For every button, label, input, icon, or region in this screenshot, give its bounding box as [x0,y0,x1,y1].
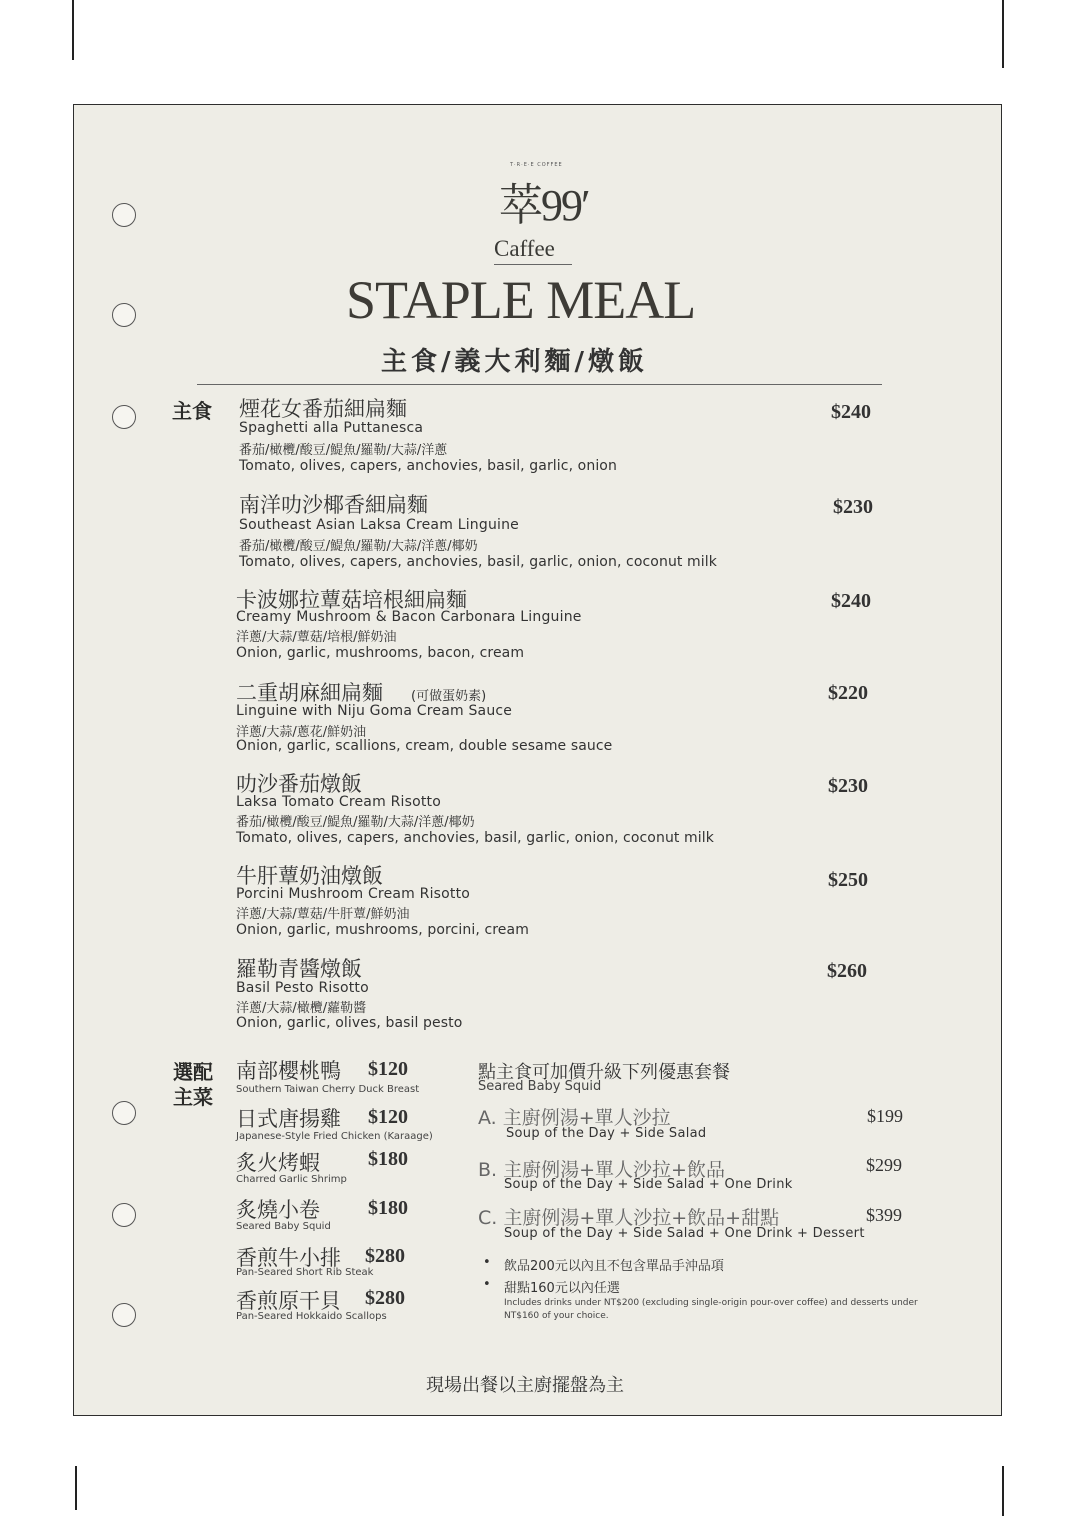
set-note: 飲品200元以內且不包含單品手沖品項 [504,1259,724,1274]
item-name-en: Porcini Mushroom Cream Risotto [236,886,471,902]
side-price: $280 [365,1245,405,1267]
item-ingredients-en: Tomato, olives, capers, anchovies, basil, garlic, onion [239,458,617,474]
item-name-en: Basil Pesto Risotto [236,980,369,996]
item-ingredients-zh: 洋蔥/大蒜/蔥花/鮮奶油 [236,725,367,740]
item-ingredients-en: Onion, garlic, mushrooms, bacon, cream [236,645,525,661]
item-ingredients-zh: 番茄/橄欖/酸豆/鯷魚/羅勒/大蒜/洋蔥/椰奶 [239,539,478,554]
side-name-zh: 炙火烤蝦 [236,1151,320,1175]
side-name-en: Seared Baby Squid [236,1221,331,1232]
side-name-zh: 日式唐揚雞 [236,1107,341,1131]
side-name-zh: 南部櫻桃鴨 [236,1059,341,1083]
crop-mark-top-right [1002,0,1004,68]
item-ingredients-zh: 洋蔥/大蒜/蕈菇/牛肝蕈/鮮奶油 [236,907,410,922]
item-name-zh: 二重胡麻細扁麵 [236,681,383,705]
binder-hole [112,405,136,429]
page-title: STAPLE MEAL [346,270,696,330]
item-ingredients-zh: 洋蔥/大蒜/橄欖/蘿勒醬 [236,1001,367,1016]
logo-tagline: T·R·E·E COFFEE [510,162,563,168]
binder-hole [112,1203,136,1227]
item-name-zh: 煙花女番茄細扁麵 [239,397,407,421]
side-name-zh: 炙燒小卷 [236,1198,320,1222]
item-price: $220 [828,682,868,704]
side-name-zh: 香煎原干貝 [236,1289,341,1313]
section-label-side: 選配 主菜 [173,1060,213,1109]
item-ingredients-en: Onion, garlic, mushrooms, porcini, cream [236,922,529,938]
side-price: $120 [368,1106,408,1128]
item-name-zh: 叻沙番茄燉飯 [236,772,362,796]
item-name-zh: 南洋叻沙椰香細扁麵 [239,493,428,517]
binder-hole [112,303,136,327]
set-option-price: $399 [866,1205,902,1225]
bullet-icon: • [483,1255,491,1270]
logo-mark: 萃99′ [499,181,589,230]
side-name-en: Japanese-Style Fried Chicken (Karaage) [236,1131,433,1142]
item-price: $230 [833,496,873,518]
side-name-en: Pan-Seared Short Rib Steak [236,1267,374,1278]
item-name-en: Southeast Asian Laksa Cream Linguine [239,517,519,533]
item-name-en: Linguine with Niju Goma Cream Sauce [236,703,513,719]
crop-mark-bottom-right [1002,1466,1004,1516]
bullet-icon: • [483,1277,491,1292]
side-name-en: Pan-Seared Hokkaido Scallops [236,1311,387,1322]
item-price: $230 [828,775,868,797]
binder-hole [112,1303,136,1327]
title-divider [197,384,882,385]
set-subheading: Seared Baby Squid [478,1079,602,1094]
side-name-en: Charred Garlic Shrimp [236,1174,347,1185]
set-heading: 點主食可加價升級下列優惠套餐 [478,1062,730,1083]
item-ingredients-zh: 洋蔥/大蒜/蕈菇/培根/鮮奶油 [236,630,397,645]
set-option-en: Soup of the Day + Side Salad + One Drink + Dessert [504,1226,865,1241]
item-ingredients-en: Onion, garlic, olives, basil pesto [236,1015,463,1031]
logo-underline [494,264,572,265]
menu-sheet [73,104,1002,1416]
set-note-en: Includes drinks under NT$200 (excluding single-origin pour-over coffee) and desserts under NT$160 of your choice. [504,1298,918,1321]
item-name-en: Creamy Mushroom & Bacon Carbonara Linguine [236,609,582,625]
item-name-en: Laksa Tomato Cream Risotto [236,794,441,810]
set-option-price: $199 [867,1106,903,1126]
item-price: $260 [827,960,867,982]
item-price: $250 [828,869,868,891]
side-name-en: Southern Taiwan Cherry Duck Breast [236,1084,420,1095]
set-option-zh: B. 主廚例湯+單人沙拉+飲品 [478,1159,725,1181]
binder-hole [112,1101,136,1125]
set-note: 甜點160元以內任選 [504,1281,620,1296]
item-ingredients-zh: 番茄/橄欖/酸豆/鯷魚/羅勒/大蒜/洋蔥 [239,443,448,458]
side-price: $280 [365,1287,405,1309]
side-name-zh: 香煎牛小排 [236,1246,341,1270]
set-option-zh: A. 主廚例湯+單人沙拉 [478,1107,671,1129]
footer-note: 現場出餐以主廚擺盤為主 [426,1375,624,1396]
item-ingredients-en: Tomato, olives, capers, anchovies, basil, garlic, onion, coconut milk [239,554,717,570]
item-ingredients-zh: 番茄/橄欖/酸豆/鯷魚/羅勒/大蒜/洋蔥/椰奶 [236,815,475,830]
binder-hole [112,203,136,227]
crop-mark-top-left [72,0,74,60]
item-name-zh: 卡波娜拉蕈菇培根細扁麵 [236,588,467,612]
item-note: (可做蛋奶素) [411,689,487,704]
item-name-zh: 牛肝蕈奶油燉飯 [236,864,383,888]
set-option-en: Soup of the Day + Side Salad [506,1126,707,1141]
page-subtitle: 主食/義大利麵/燉飯 [381,347,648,377]
item-name-zh: 羅勒青醬燉飯 [236,957,362,981]
crop-mark-bottom-left [75,1466,77,1510]
item-price: $240 [831,590,871,612]
side-price: $180 [368,1197,408,1219]
side-price: $120 [368,1058,408,1080]
set-option-price: $299 [866,1155,902,1175]
item-name-en: Spaghetti alla Puttanesca [239,420,424,436]
item-ingredients-en: Onion, garlic, scallions, cream, double sesame sauce [236,738,613,754]
logo-name: Caffee [494,236,555,261]
item-ingredients-en: Tomato, olives, capers, anchovies, basil, garlic, onion, coconut milk [236,830,714,846]
set-option-en: Soup of the Day + Side Salad + One Drink [504,1177,793,1192]
item-price: $240 [831,401,871,423]
side-price: $180 [368,1148,408,1170]
set-option-zh: C. 主廚例湯+單人沙拉+飲品+甜點 [478,1207,780,1229]
section-label-main: 主食 [172,399,212,423]
